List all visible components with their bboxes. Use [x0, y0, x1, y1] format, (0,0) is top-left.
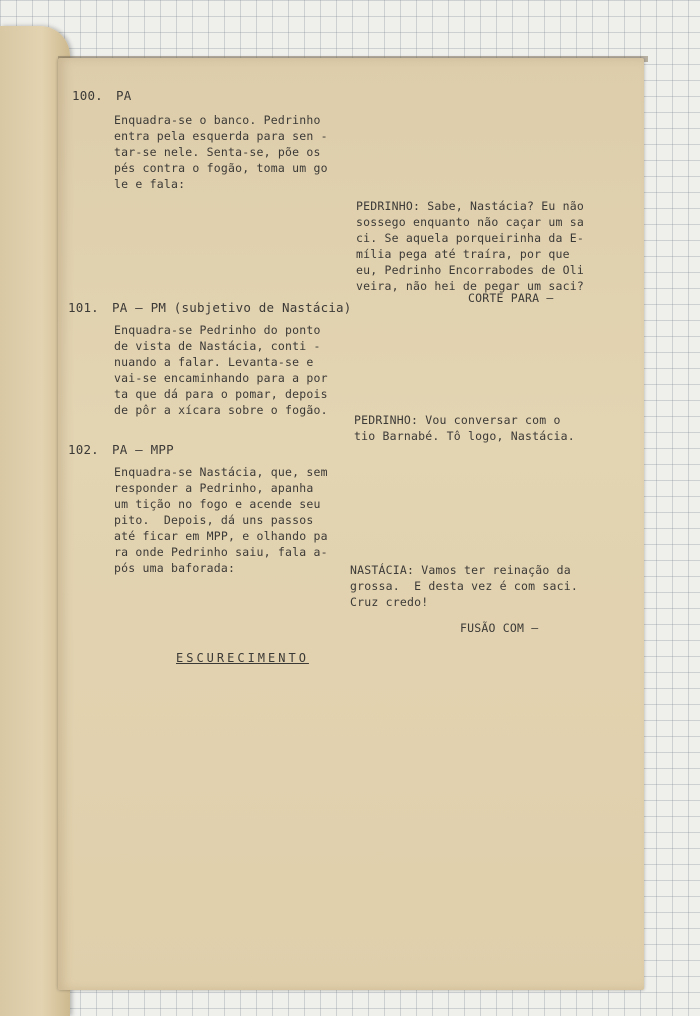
dialogue-line: sossego enquanto não caçar um sa	[356, 215, 584, 229]
scene-number-102: 102.	[68, 442, 99, 457]
transition-cut: CORTE PARA —	[468, 291, 554, 305]
scene-action-line: Enquadra-se Pedrinho do ponto	[114, 323, 321, 337]
scene-action-line: pós uma baforada:	[114, 561, 236, 575]
scene-shot-102: PA — MPP	[112, 442, 174, 457]
scene-action-line: responder a Pedrinho, apanha	[114, 481, 314, 495]
scene-action-line: de vista de Nastácia, conti -	[114, 339, 321, 353]
scene-action-line: ra onde Pedrinho saiu, fala a-	[114, 545, 328, 559]
scene-action-line: Enquadra-se o banco. Pedrinho	[114, 113, 321, 127]
scene-action-line: de pôr a xícara sobre o fogão.	[114, 403, 328, 417]
scene-action-line: vai-se encaminhando para a por	[114, 371, 328, 385]
dialogue-line: grossa. E desta vez é com saci.	[350, 579, 578, 593]
dialogue-line: Cruz credo!	[350, 595, 429, 609]
scene-action-line: Enquadra-se Nastácia, que, sem	[114, 465, 328, 479]
dialogue-line: ci. Se aquela porqueirinha da E-	[356, 231, 584, 245]
scene-action-line: le e fala:	[114, 177, 186, 191]
scene-number-101: 101.	[68, 300, 99, 315]
scene-action-line: tar-se nele. Senta-se, põe os	[114, 145, 321, 159]
script-page	[58, 58, 644, 990]
scene-action-line: entra pela esquerda para sen -	[114, 129, 328, 143]
dialogue-line: tio Barnabé. Tô logo, Nastácia.	[354, 429, 575, 443]
fade-out-label: ESCURECIMENTO	[176, 651, 309, 665]
dialogue-line: NASTÁCIA: Vamos ter reinação da	[350, 563, 571, 577]
scene-action-line: pito. Depois, dá uns passos	[114, 513, 314, 527]
scene-number-100: 100.	[72, 88, 103, 103]
dialogue-line: PEDRINHO: Vou conversar com o	[354, 413, 561, 427]
dialogue-line: eu, Pedrinho Encorrabodes de Oli	[356, 263, 584, 277]
scene-action-line: nuando a falar. Levanta-se e	[114, 355, 314, 369]
transition-dissolve: FUSÃO COM —	[460, 621, 539, 635]
dialogue-line: mília pega até traíra, por que	[356, 247, 570, 261]
dialogue-line: PEDRINHO: Sabe, Nastácia? Eu não	[356, 199, 584, 213]
scene-action-line: ta que dá para o pomar, depois	[114, 387, 328, 401]
scene-shot-101: PA — PM (subjetivo de Nastácia)	[112, 300, 352, 315]
scene-action-line: um tição no fogo e acende seu	[114, 497, 321, 511]
scene-action-line: até ficar em MPP, e olhando pa	[114, 529, 328, 543]
dialogue-line: veira, não hei de pegar um saci?	[356, 279, 584, 293]
scene-action-line: pés contra o fogão, toma um go	[114, 161, 328, 175]
scene-shot-100: PA	[116, 88, 132, 103]
